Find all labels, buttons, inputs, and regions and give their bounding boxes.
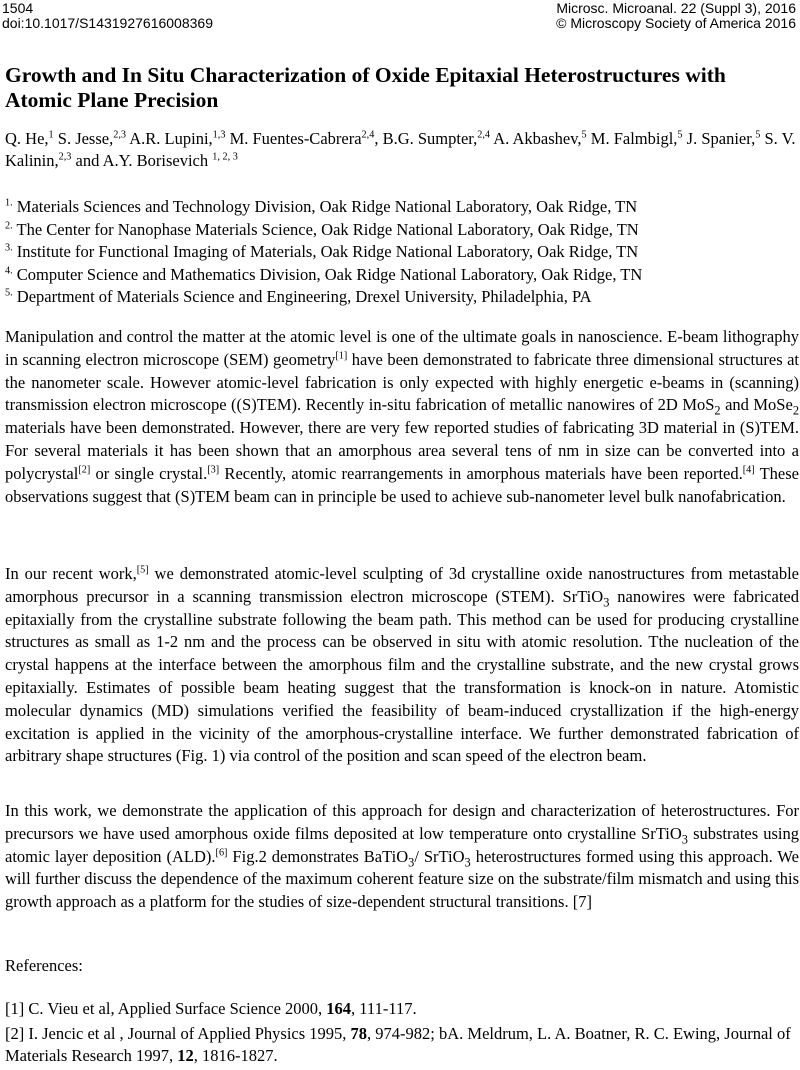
paper-title: Growth and In Situ Characterization of Oxide Epitaxial Heterostructures with Atomic Plane Precision (5, 63, 726, 112)
author: S. Jesse, (57, 129, 114, 148)
author: A. Akbashev, (493, 129, 582, 148)
reference-item: [2] I. Jencic et al , Journal of Applied Physics 1995, 78, 974-982; bA. Meldrum, L. A. Boatner, R. C. Ewing, Journal of Materials Research 1997, 12, 1816-1827. (5, 1023, 791, 1065)
author: M. Falmbigl, (590, 129, 678, 148)
affiliation: $^{3.}$ Institute for Functional Imaging of Materials, Oak Ridge National Laboratory, Oak Ridge, TN (5, 242, 639, 261)
reference-list (5, 998, 799, 1070)
page-number: 1504 (2, 0, 34, 16)
body-paragraph-1: Manipulation and control the matter at the atomic level is one of the ultimate goals in nanoscience. E-beam lithography in scanning electron microscope (SEM) geometry[1] have been demonstrated to fabricate three dimensional structures at the nanometer scale. However atomic-level fabrication is only expected with highly energetic e-beams in (scanning) transmission electron microscope ((S)TEM). Recently in-situ fabrication of metallic nanowires of 2D MoS$_2$ and MoSe$_2$ materials have been demonstrated. However, there are very few reported studies of fabricating 3D material in (S)TEM. For several materials it has been shown that an amorphous area several tens of nm in size can be converted into a polycrystal[2] or single crystal.[3] Recently, atomic rearrangements in amorphous materials have been reported.[4] These observations suggest that (S)TEM beam can in principle be used to achieve sub-nanometer level bulk nanofabrication. (5, 327, 800, 506)
affiliation-list (5, 196, 799, 309)
journal-citation: Microsc. Microanal. 22 (Suppl 3), 2016 (556, 0, 796, 16)
affiliation: $^{1.}$ Materials Sciences and Technology Division, Oak Ridge National Laboratory, Oak Ridge, TN (5, 197, 638, 216)
affiliation: $^{5.}$ Department of Materials Science and Engineering, Drexel University, Philadelphia, PA (5, 287, 592, 306)
affiliation: $^{2.}$ The Center for Nanophase Materials Science, Oak Ridge National Laboratory, Oak Ridge, TN (5, 219, 639, 239)
author: A.R. Lupini, (129, 129, 213, 148)
author: , B.G. Sumpter, (374, 129, 478, 148)
author-list: Q. He,$^1$ S. Jesse,$^{2,3}$ A.R. Lupini,$^{1,3}$ M. Fuentes-Cabrera$^{2,4}$, B.G. Sumpter,$^{2,4}$ A. Akbashev,$^5$ M. Falmbigl,$^5$ J. Spanier,$^5$ S. V. Kalinin,$^{2,3}$ and A.Y. Borisevich $^{1, 2, 3}$ (5, 129, 796, 170)
author: Q. He, (5, 129, 49, 148)
doi: doi:10.1017/S1431927616008369 (2, 15, 213, 31)
affiliation: $^{4.}$ Computer Science and Mathematics Division, Oak Ridge National Laboratory, Oak Ridge, TN (5, 264, 643, 284)
author: and A.Y. Borisevich (75, 151, 209, 170)
copyright-notice: © Microscopy Society of America 2016 (556, 15, 796, 31)
reference-item: [1] C. Vieu et al, Applied Surface Science 2000, 164, 111-117. (5, 999, 417, 1018)
body-paragraph-2: In our recent work,[5] we demonstrated atomic-level sculpting of 3d crystalline oxide nanostructures from metastable amorphous precursor in a scanning transmission electron microscope (STEM). SrTiO$_3$ nanowires were fabricated epitaxially from the crystalline substrate following the beam path. This method can be used for producing crystalline structures as small as 1-2 nm and the process can be observed in situ with atomic resolution. Tthe nucleation of the crystal happens at the interface between the amorphous film and the crystalline substrate, and the new crystal grows epitaxially. Estimates of possible beam heating suggest that the transformation is knock-on in nature. Atomistic molecular dynamics (MD) simulations verified the feasibility of beam-induced crystallization if the high-energy excitation is applied in the vicinity of the amorphous-crystalline interface. We further demonstrated fabrication of arbitrary shape structures (Fig. 1) via control of the position and scan speed of the electron beam. (5, 564, 800, 766)
body-paragraph-3: In this work, we demonstrate the application of this approach for design and characterization of heterostructures. For precursors we have used amorphous oxide films deposited at low temperature onto crystalline SrTiO$_3$ substrates using atomic layer deposition (ALD).[6] Fig.2 demonstrates BaTiO$_3$/ SrTiO$_3$ heterostructures formed using this approach. We will further discuss the dependence of the maximum coherent feature size on the substrate/film mismatch and using this growth approach as a platform for the studies of size-dependent structural transitions. [7] (5, 801, 799, 912)
author: J. Spanier, (686, 129, 756, 148)
references-heading: References: (5, 956, 83, 975)
author: M. Fuentes-Cabrera (229, 129, 362, 148)
author: S. V. Kalinin, (5, 129, 796, 170)
